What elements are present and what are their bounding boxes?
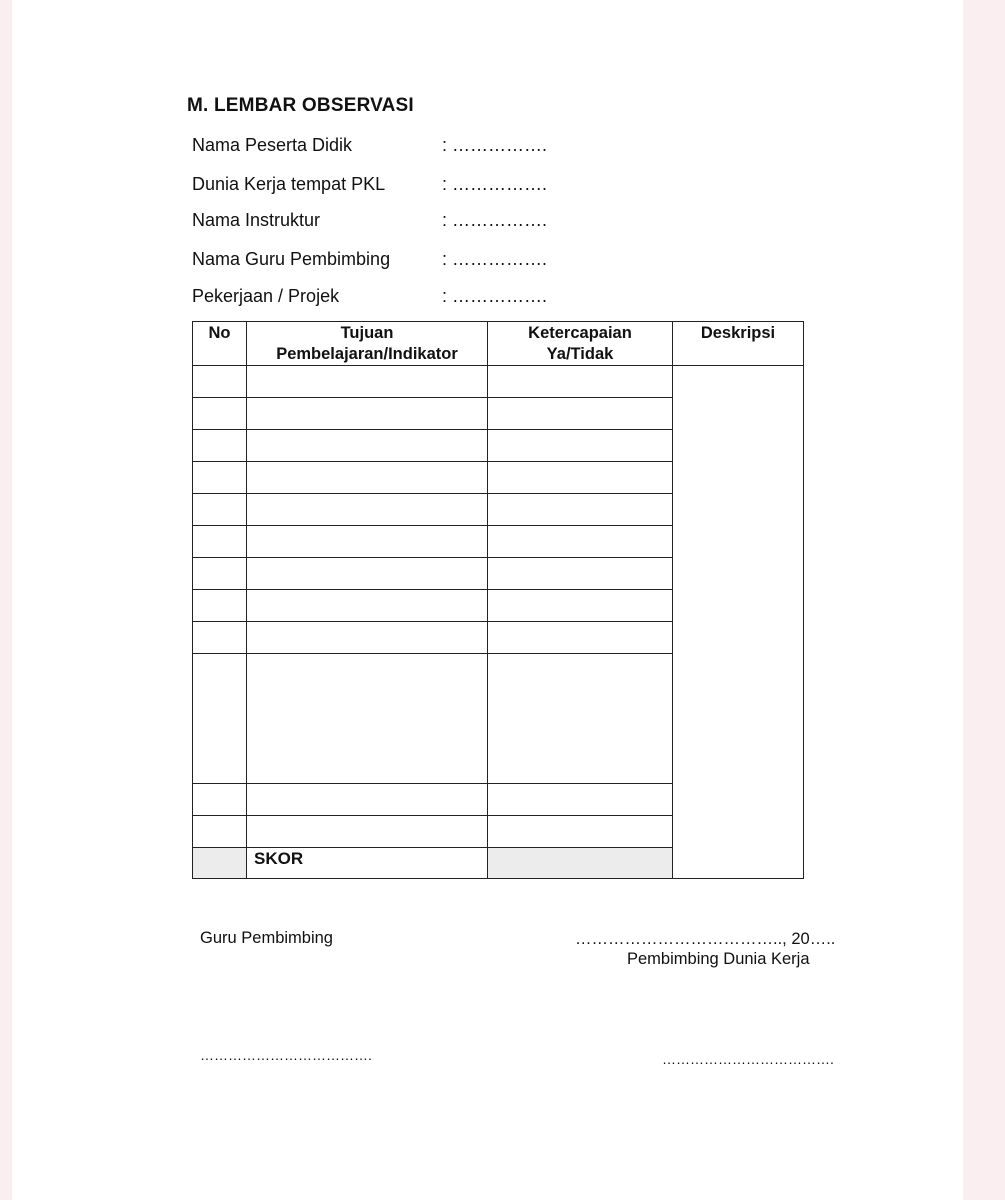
cell-no[interactable] [193,816,247,848]
field-value: : ……………. [442,210,548,230]
cell-no[interactable] [193,558,247,590]
cell-no[interactable] [193,590,247,622]
cell-tujuan[interactable] [247,526,488,558]
header-deskripsi-text: Deskripsi [700,324,776,342]
skor-label: SKOR [247,848,488,879]
guru-pembimbing-signature-line: ………………………………. [200,1047,372,1063]
cell-tujuan[interactable] [247,622,488,654]
cell-no[interactable] [193,398,247,430]
table-header-row [193,322,804,366]
cell-ketercapaian[interactable] [488,398,673,430]
header-ketercapaian [488,322,673,366]
header-ketercapaian-line1: Ketercapaian [528,324,632,342]
field-value: : ……………. [442,286,548,306]
cell-ketercapaian[interactable] [488,558,673,590]
cell-tujuan[interactable] [247,366,488,398]
field-label: Nama Instruktur [192,210,321,230]
cell-tujuan[interactable] [247,654,488,784]
cell-tujuan[interactable] [247,430,488,462]
section-heading: M. LEMBAR OBSERVASI [187,95,414,116]
cell-no[interactable] [193,526,247,558]
cell-no[interactable] [193,622,247,654]
cell-tujuan[interactable] [247,462,488,494]
cell-no[interactable] [193,654,247,784]
cell-tujuan[interactable] [247,494,488,526]
header-ketercapaian-line2: Ya/Tidak [546,345,614,363]
cell-no[interactable] [193,430,247,462]
field-value: : ……………. [442,135,548,155]
header-tujuan [247,322,488,366]
pembimbing-dunia-kerja-signature-line: ………………………………. [662,1051,834,1067]
cell-ketercapaian[interactable] [488,366,673,398]
header-tujuan-line2: Pembelajaran/Indikator [276,345,458,363]
cell-tujuan[interactable] [247,816,488,848]
header-no-text: No [208,324,231,342]
field-label: Nama Guru Pembimbing [192,249,391,269]
cell-ketercapaian[interactable] [488,816,673,848]
header-tujuan-line1: Tujuan [340,324,394,342]
pembimbing-dunia-kerja-title: Pembimbing Dunia Kerja [627,950,810,968]
cell-tujuan[interactable] [247,558,488,590]
cell-ketercapaian[interactable] [488,494,673,526]
field-label: Dunia Kerja tempat PKL [192,174,386,194]
cell-tujuan[interactable] [247,398,488,430]
document-page [12,0,963,1200]
cell-tujuan[interactable] [247,590,488,622]
header-no [193,322,247,366]
guru-pembimbing-title: Guru Pembimbing [200,929,333,947]
cell-no[interactable] [193,784,247,816]
cell-no[interactable] [193,366,247,398]
cell-ketercapaian[interactable] [488,462,673,494]
cell-ketercapaian[interactable] [488,654,673,784]
table-row [193,366,804,398]
cell-no[interactable] [193,462,247,494]
field-label: Pekerjaan / Projek [192,286,340,306]
field-label: Nama Peserta Didik [192,135,353,155]
signature-date-line: ……………………………….., 20….. [575,930,836,948]
cell-ketercapaian[interactable] [488,526,673,558]
field-value: : ……………. [442,249,548,269]
field-value: : ……………. [442,174,548,194]
cell-skor-value[interactable] [488,848,673,879]
cell-no [193,848,247,879]
observation-table [192,321,804,879]
cell-ketercapaian[interactable] [488,622,673,654]
header-deskripsi [673,322,804,366]
cell-deskripsi[interactable] [673,366,804,879]
cell-ketercapaian[interactable] [488,590,673,622]
cell-ketercapaian[interactable] [488,784,673,816]
cell-tujuan[interactable] [247,784,488,816]
cell-no[interactable] [193,494,247,526]
cell-ketercapaian[interactable] [488,430,673,462]
